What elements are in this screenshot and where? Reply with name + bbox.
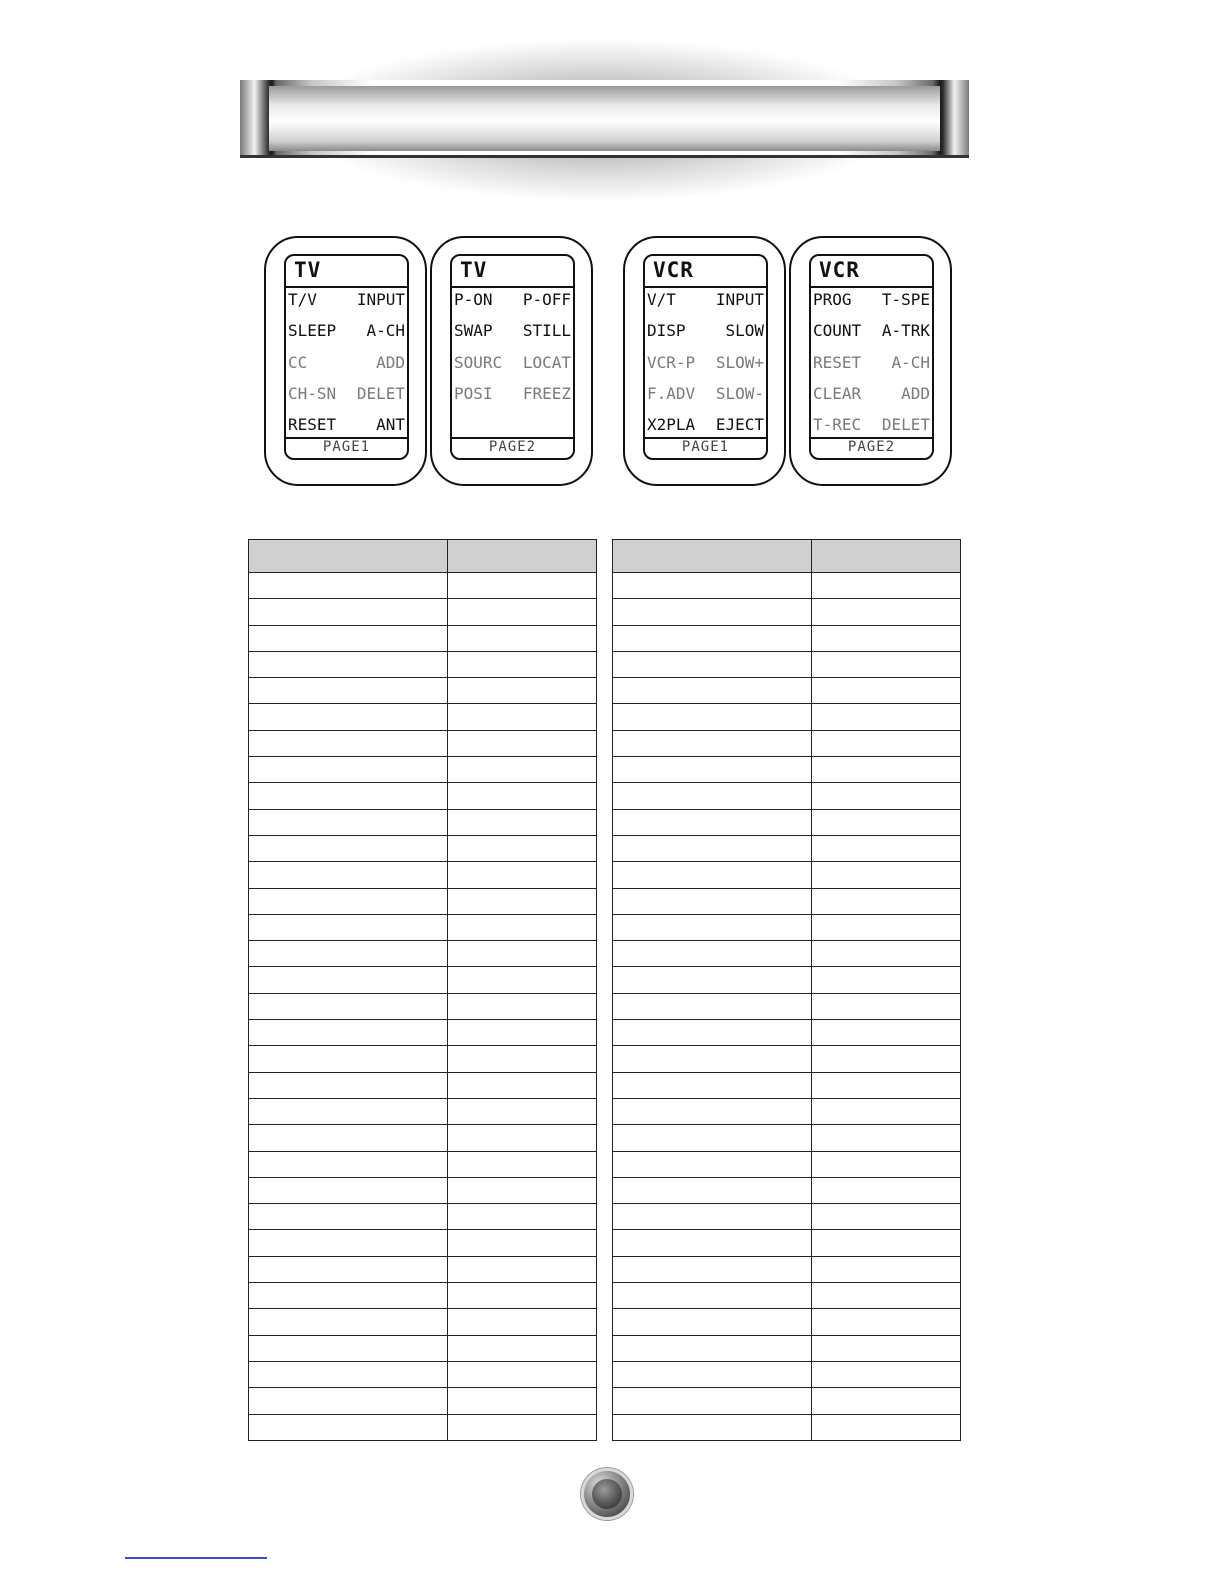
table-cell [812, 1204, 961, 1230]
table-cell [812, 941, 961, 967]
code-table-right [612, 539, 961, 1441]
lcd-key-left: SOURC [454, 353, 503, 372]
table-cell [249, 783, 448, 809]
table-cell [812, 704, 961, 730]
table-row [249, 862, 597, 888]
lcd-key-right: INPUT [356, 290, 405, 309]
table-row [249, 1204, 597, 1230]
table-header-cell [448, 540, 597, 573]
table-row [249, 757, 597, 783]
table-row [249, 809, 597, 835]
table-cell [812, 1230, 961, 1256]
table-row [613, 1020, 961, 1046]
table-body [249, 573, 597, 1441]
table-cell [448, 1283, 597, 1309]
table-header-cell [613, 540, 812, 573]
table-cell [613, 1204, 812, 1230]
table-cell [249, 704, 448, 730]
lcd-key-left: F.ADV [647, 384, 696, 403]
lcd-row [813, 415, 930, 439]
lcd-row [813, 290, 930, 314]
table-row [613, 835, 961, 861]
table-cell [249, 862, 448, 888]
table-row [613, 1283, 961, 1309]
table-row [249, 1309, 597, 1335]
lcd-display [809, 254, 934, 460]
lcd-key-left: T-REC [813, 415, 862, 434]
lcd-key-right: T-SPE [881, 290, 930, 309]
table-cell [812, 625, 961, 651]
lcd-key-left: T/V [288, 290, 317, 309]
table-cell [613, 783, 812, 809]
table-cell [613, 1309, 812, 1335]
lcd-row [813, 321, 930, 345]
table-body [613, 573, 961, 1441]
lcd-row [454, 353, 571, 377]
table-row [613, 1414, 961, 1440]
code-table-left [248, 539, 597, 1441]
table-cell [812, 809, 961, 835]
table-cell [448, 862, 597, 888]
table-cell [249, 1151, 448, 1177]
lcd-key-right: EJECT [715, 415, 764, 434]
lcd-key-right: A-TRK [881, 321, 930, 340]
table-row [613, 1151, 961, 1177]
table-cell [812, 1151, 961, 1177]
lcd-page-label: PAGE1 [322, 439, 371, 455]
lcd-row [288, 415, 405, 439]
table-header-row [613, 540, 961, 573]
table-cell [613, 651, 812, 677]
table-cell [448, 1414, 597, 1440]
table-cell [448, 1151, 597, 1177]
table-row [613, 888, 961, 914]
table-cell [812, 1256, 961, 1282]
table-cell [448, 1309, 597, 1335]
table-row [249, 967, 597, 993]
lcd-key-right: DELET [356, 384, 405, 403]
lcd-row [288, 353, 405, 377]
table-cell [448, 1020, 597, 1046]
lcd-row [647, 290, 764, 314]
table-cell [613, 862, 812, 888]
table-row [613, 1309, 961, 1335]
table-cell [613, 1335, 812, 1361]
table-cell [613, 1230, 812, 1256]
table-row [613, 1072, 961, 1098]
table-cell [613, 1125, 812, 1151]
lcd-row [647, 415, 764, 439]
lcd-display [284, 254, 409, 460]
table-cell [448, 783, 597, 809]
lcd-row [288, 384, 405, 408]
lcd-key-right: ANT [376, 415, 405, 434]
table-cell [812, 783, 961, 809]
lcd-key-left: CH-SN [288, 384, 337, 403]
lcd-key-left: COUNT [813, 321, 862, 340]
table-cell [812, 1072, 961, 1098]
table-cell [448, 1230, 597, 1256]
lcd-key-right: ADD [901, 384, 930, 403]
table-cell [613, 914, 812, 940]
table-cell [249, 678, 448, 704]
table-row [613, 1204, 961, 1230]
table-row [613, 1098, 961, 1124]
table-row [249, 1046, 597, 1072]
lcd-divider [811, 286, 932, 288]
table-cell [249, 835, 448, 861]
table-cell [812, 678, 961, 704]
lcd-key-left: RESET [288, 415, 337, 434]
table-cell [812, 730, 961, 756]
table-cell [249, 625, 448, 651]
footer-link-underline[interactable] [125, 1557, 267, 1559]
table-cell [613, 888, 812, 914]
table-cell [249, 1098, 448, 1124]
table-row [613, 1388, 961, 1414]
lcd-key-left: DISP [647, 321, 686, 340]
table-cell [249, 1177, 448, 1203]
table-row [613, 809, 961, 835]
table-cell [448, 757, 597, 783]
lcd-row [813, 384, 930, 408]
table-row [249, 1020, 597, 1046]
lcd-screen-tv-page1 [264, 236, 427, 486]
table-row [249, 1361, 597, 1387]
table-row [249, 678, 597, 704]
lcd-key-right: P-OFF [522, 290, 571, 309]
table-cell [812, 1414, 961, 1440]
table-cell [249, 573, 448, 599]
table-row [613, 914, 961, 940]
table-cell [249, 1283, 448, 1309]
table-cell [613, 678, 812, 704]
lcd-key-right: SLOW- [715, 384, 764, 403]
lcd-row [647, 353, 764, 377]
table-cell [613, 599, 812, 625]
lcd-key-right: A-CH [891, 353, 930, 372]
table-cell [448, 967, 597, 993]
table-row [613, 1256, 961, 1282]
table-cell [812, 835, 961, 861]
lcd-key-left: SWAP [454, 321, 493, 340]
table-row [613, 625, 961, 651]
table-row [249, 835, 597, 861]
lcd-key-right: SLOW+ [715, 353, 764, 372]
table-cell [613, 1256, 812, 1282]
lcd-row [647, 321, 764, 345]
table-cell [613, 730, 812, 756]
lcd-key-left: RESET [813, 353, 862, 372]
lcd-divider [286, 286, 407, 288]
table-header-cell [812, 540, 961, 573]
table-cell [613, 835, 812, 861]
table-cell [448, 1335, 597, 1361]
table-cell [613, 993, 812, 1019]
table-cell [613, 573, 812, 599]
lcd-key-left: POSI [454, 384, 493, 403]
table-row [249, 1151, 597, 1177]
table-cell [249, 1230, 448, 1256]
table-row [249, 1256, 597, 1282]
table-row [249, 599, 597, 625]
table-row [613, 730, 961, 756]
table-cell [613, 1414, 812, 1440]
table-cell [448, 1098, 597, 1124]
header-banner-face [269, 86, 940, 151]
table-row [249, 625, 597, 651]
table-cell [249, 599, 448, 625]
table-cell [812, 1098, 961, 1124]
lcd-key-right: A-CH [366, 321, 405, 340]
lcd-row [454, 290, 571, 314]
table-cell [812, 967, 961, 993]
table-cell [249, 757, 448, 783]
lcd-divider [452, 286, 573, 288]
table-row [249, 1388, 597, 1414]
table-cell [812, 651, 961, 677]
lcd-divider [645, 286, 766, 288]
table-row [613, 757, 961, 783]
lcd-key-right: ADD [376, 353, 405, 372]
table-row [613, 1125, 961, 1151]
lcd-key-right: FREEZ [522, 384, 571, 403]
table-row [613, 599, 961, 625]
table-cell [249, 1414, 448, 1440]
table-cell [249, 967, 448, 993]
table-row [249, 783, 597, 809]
table-row [613, 651, 961, 677]
page-number-badge-center [592, 1479, 622, 1509]
table-cell [249, 888, 448, 914]
table-cell [812, 757, 961, 783]
table-cell [249, 730, 448, 756]
lcd-key-left: P-ON [454, 290, 493, 309]
table-cell [812, 1309, 961, 1335]
table-row [249, 1072, 597, 1098]
table-row [613, 678, 961, 704]
table-cell [613, 704, 812, 730]
lcd-row [288, 321, 405, 345]
table-cell [249, 1388, 448, 1414]
table-row [613, 1177, 961, 1203]
table-row [249, 1283, 597, 1309]
table-row [249, 914, 597, 940]
lcd-key-right: LOCAT [522, 353, 571, 372]
table-row [613, 783, 961, 809]
table-cell [812, 1177, 961, 1203]
table-cell [448, 993, 597, 1019]
table-cell [812, 888, 961, 914]
table-cell [613, 967, 812, 993]
table-cell [448, 1204, 597, 1230]
table-cell [613, 941, 812, 967]
table-row [249, 993, 597, 1019]
lcd-key-left: V/T [647, 290, 676, 309]
lcd-page-label: PAGE1 [681, 439, 730, 455]
table-cell [812, 1046, 961, 1072]
lcd-key-right: INPUT [715, 290, 764, 309]
lcd-key-right: STILL [522, 321, 571, 340]
table-row [249, 704, 597, 730]
lcd-title: TV [294, 258, 322, 282]
lcd-screen-tv-page2 [430, 236, 593, 486]
table-row [613, 1361, 961, 1387]
page-number-badge [581, 1468, 633, 1520]
table-cell [249, 651, 448, 677]
table-cell [448, 1072, 597, 1098]
header-banner [240, 80, 969, 158]
table-row [249, 1414, 597, 1440]
table-cell [448, 1361, 597, 1387]
table-row [613, 993, 961, 1019]
lcd-row [288, 290, 405, 314]
table-cell [249, 1072, 448, 1098]
table-cell [249, 809, 448, 835]
table-cell [448, 678, 597, 704]
lcd-key-left: CC [288, 353, 308, 372]
table-row [249, 888, 597, 914]
table-row [613, 862, 961, 888]
table-cell [448, 1125, 597, 1151]
table-cell [448, 1177, 597, 1203]
table-header-row [249, 540, 597, 573]
table-cell [448, 599, 597, 625]
lcd-title: TV [460, 258, 488, 282]
table-cell [613, 1361, 812, 1387]
lcd-key-right: DELET [881, 415, 930, 434]
table-cell [249, 941, 448, 967]
table-cell [613, 1020, 812, 1046]
table-cell [448, 809, 597, 835]
table-cell [812, 1388, 961, 1414]
table-row [613, 573, 961, 599]
table-cell [448, 1256, 597, 1282]
table-cell [613, 1177, 812, 1203]
lcd-key-left: VCR-P [647, 353, 696, 372]
lcd-title: VCR [653, 258, 694, 282]
table-cell [249, 1309, 448, 1335]
table-cell [249, 1256, 448, 1282]
table-cell [613, 1098, 812, 1124]
table-row [249, 573, 597, 599]
table-row [249, 651, 597, 677]
lcd-page-label: PAGE2 [488, 439, 537, 455]
table-cell [249, 1046, 448, 1072]
table-cell [613, 1072, 812, 1098]
table-cell [249, 1125, 448, 1151]
lcd-key-right: SLOW [725, 321, 764, 340]
table-row [249, 1098, 597, 1124]
table-row [613, 967, 961, 993]
table-cell [249, 1020, 448, 1046]
table-row [613, 1335, 961, 1361]
table-row [249, 941, 597, 967]
table-row [613, 1230, 961, 1256]
table-cell [249, 1204, 448, 1230]
table-cell [249, 1335, 448, 1361]
table-cell [812, 862, 961, 888]
table-cell [448, 704, 597, 730]
table-cell [812, 1283, 961, 1309]
table-cell [812, 599, 961, 625]
table-row [613, 704, 961, 730]
table-cell [448, 730, 597, 756]
lcd-row [813, 353, 930, 377]
table-row [249, 1177, 597, 1203]
table-cell [812, 993, 961, 1019]
lcd-title: VCR [819, 258, 860, 282]
lcd-key-left: PROG [813, 290, 852, 309]
table-cell [812, 573, 961, 599]
table-cell [812, 1020, 961, 1046]
lcd-display [450, 254, 575, 460]
table-cell [613, 757, 812, 783]
table-cell [613, 1283, 812, 1309]
table-row [249, 1125, 597, 1151]
table-cell [812, 1361, 961, 1387]
table-row [613, 1046, 961, 1072]
lcd-key-left: X2PLA [647, 415, 696, 434]
table-cell [249, 1361, 448, 1387]
table-cell [448, 914, 597, 940]
table-cell [249, 914, 448, 940]
table-row [249, 730, 597, 756]
lcd-key-left: CLEAR [813, 384, 862, 403]
table-cell [448, 835, 597, 861]
table-row [249, 1335, 597, 1361]
lcd-row [454, 384, 571, 408]
table-cell [613, 625, 812, 651]
table-cell [613, 1046, 812, 1072]
lcd-page-label: PAGE2 [847, 439, 896, 455]
table-cell [613, 1151, 812, 1177]
table-cell [448, 1046, 597, 1072]
table-cell [613, 809, 812, 835]
table-cell [448, 888, 597, 914]
table-cell [812, 914, 961, 940]
table-cell [613, 1388, 812, 1414]
table-cell [448, 573, 597, 599]
table-header-cell [249, 540, 448, 573]
lcd-screen-vcr-page1 [623, 236, 786, 486]
lcd-row [454, 321, 571, 345]
lcd-display [643, 254, 768, 460]
table-cell [448, 941, 597, 967]
lcd-key-left: SLEEP [288, 321, 337, 340]
table-cell [249, 993, 448, 1019]
table-cell [448, 1388, 597, 1414]
table-cell [812, 1335, 961, 1361]
table-cell [448, 625, 597, 651]
table-cell [448, 651, 597, 677]
lcd-row [647, 384, 764, 408]
table-cell [812, 1125, 961, 1151]
table-row [613, 941, 961, 967]
table-row [249, 1230, 597, 1256]
lcd-screen-vcr-page2 [789, 236, 952, 486]
